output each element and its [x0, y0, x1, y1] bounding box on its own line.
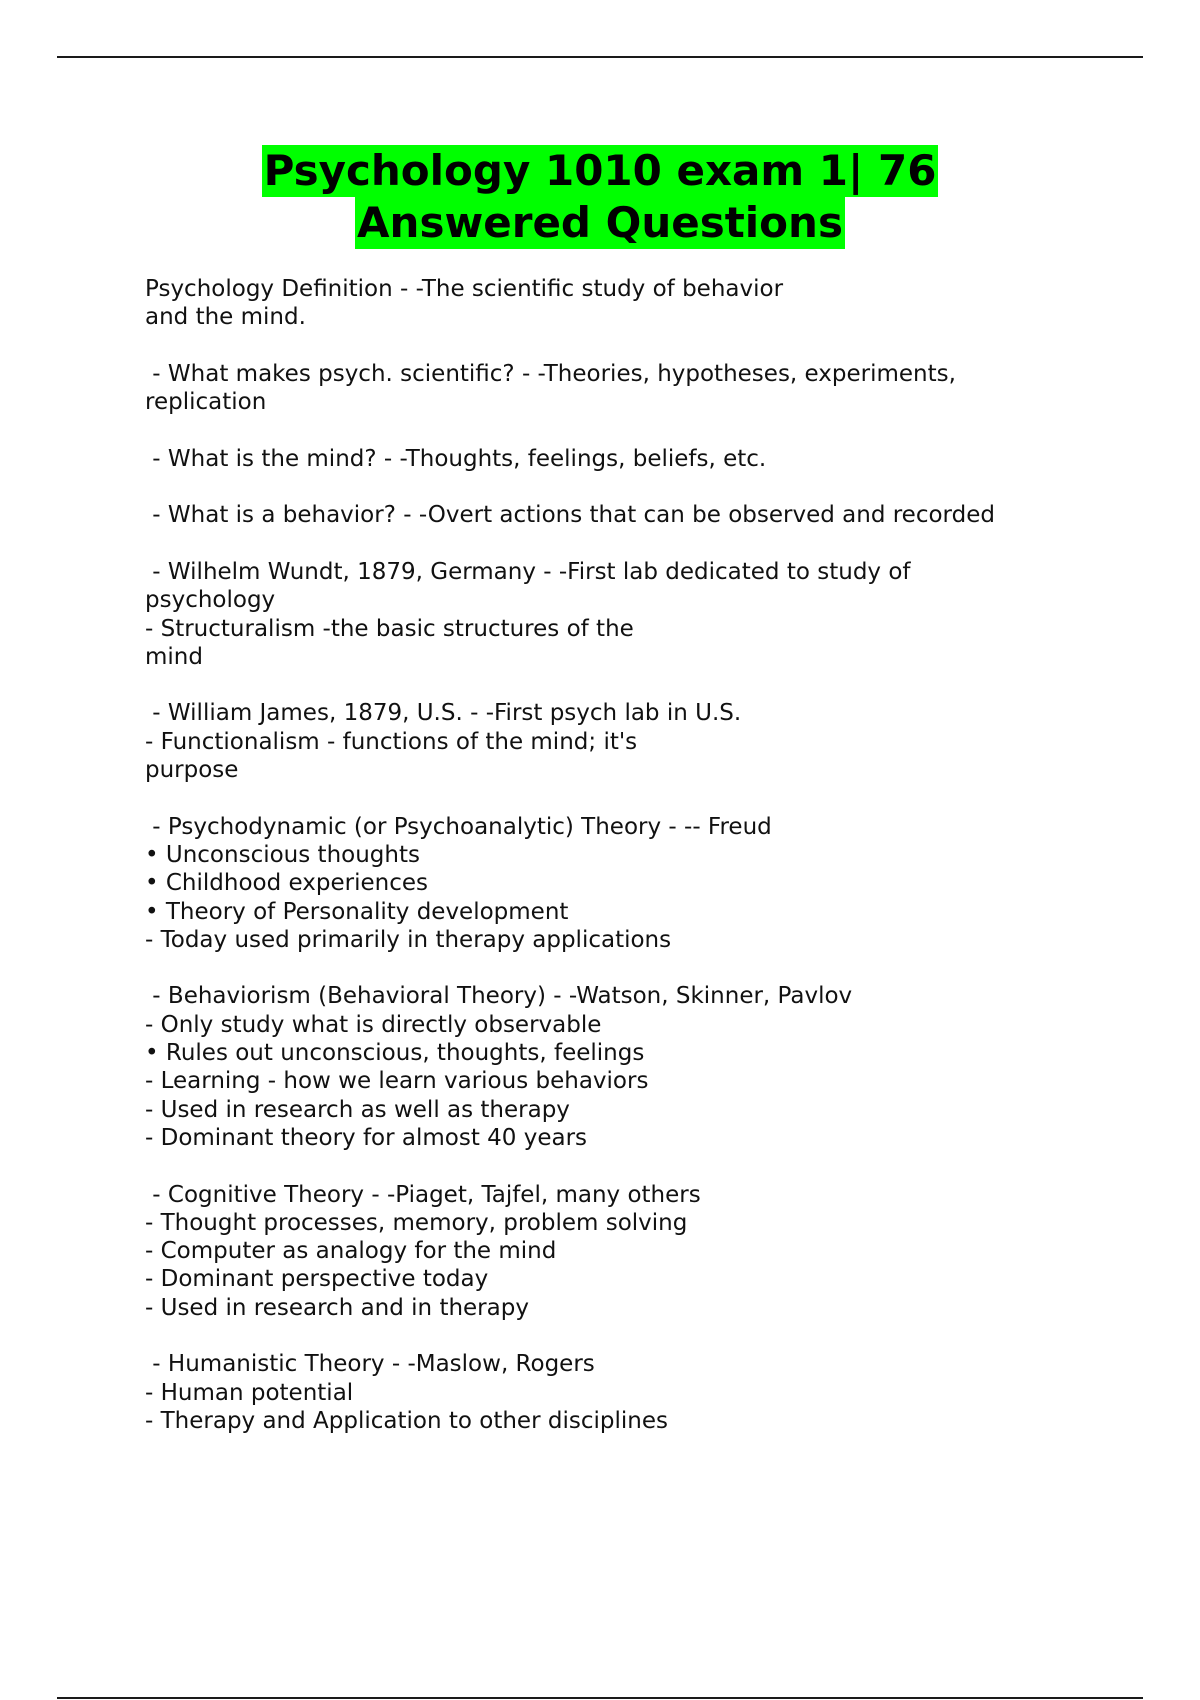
text-line: • Unconscious thoughts: [145, 841, 420, 868]
text-line: - Behaviorism (Behavioral Theory) - -Watson, Skinner, Pavlov: [145, 983, 853, 1010]
text-line: • Theory of Personality development: [145, 898, 569, 925]
text-line: psychology: [145, 587, 276, 614]
document-body: [145, 275, 1075, 1435]
title-line-2: Answered Questions: [357, 198, 843, 247]
text-line: • Childhood experiences: [145, 870, 428, 897]
text-line: - Psychodynamic (or Psychoanalytic) Theory - -- Freud: [145, 813, 772, 840]
text-line: - Cognitive Theory - -Piaget, Tajfel, many others: [145, 1181, 701, 1208]
text-line: - Structuralism -the basic structures of the: [145, 615, 634, 642]
blank-line: [145, 332, 1075, 360]
text-line: - What makes psych. scientific? - -Theories, hypotheses, experiments,: [145, 360, 956, 387]
text-line: - William James, 1879, U.S. - -First psych lab in U.S.: [145, 700, 742, 727]
text-line: mind: [145, 643, 203, 670]
text-line: - What is the mind? - -Thoughts, feelings, beliefs, etc.: [145, 445, 767, 472]
blank-line: [145, 671, 1075, 699]
header-rule: [57, 56, 1143, 58]
text-line: - Functionalism - functions of the mind; it's: [145, 728, 638, 755]
text-line: - Wilhelm Wundt, 1879, Germany - -First lab dedicated to study of: [145, 558, 911, 585]
title-line-1: Psychology 1010 exam 1| 76: [263, 146, 937, 195]
text-line: and the mind.: [145, 304, 306, 331]
blank-line: [145, 784, 1075, 812]
blank-line: [145, 416, 1075, 444]
text-line: - Dominant perspective today: [145, 1266, 489, 1293]
blank-line: [145, 473, 1075, 501]
text-line: - Today used primarily in therapy applications: [145, 926, 672, 953]
text-line: replication: [145, 389, 267, 416]
text-line: - Only study what is directly observable: [145, 1011, 602, 1038]
blank-line: [145, 1322, 1075, 1350]
page-title: [0, 145, 1200, 249]
text-line: - Dominant theory for almost 40 years: [145, 1124, 588, 1151]
text-line: - Thought processes, memory, problem solving: [145, 1209, 688, 1236]
blank-line: [145, 530, 1075, 558]
blank-line: [145, 1152, 1075, 1180]
footer-rule: [57, 1697, 1143, 1699]
text-line: Psychology Definition - -The scientific study of behavior: [145, 276, 784, 302]
text-line: - Used in research and in therapy: [145, 1294, 529, 1321]
text-line: purpose: [145, 757, 239, 784]
text-line: - Learning - how we learn various behaviors: [145, 1068, 649, 1095]
text-line: - Human potential: [145, 1379, 354, 1406]
text-line: - Humanistic Theory - -Maslow, Rogers: [145, 1351, 595, 1378]
text-line: • Rules out unconscious, thoughts, feelings: [145, 1040, 645, 1067]
text-line: - Therapy and Application to other disciplines: [145, 1407, 668, 1434]
text-line: - What is a behavior? - -Overt actions that can be observed and recorded: [145, 502, 995, 529]
text-line: - Used in research as well as therapy: [145, 1096, 570, 1123]
blank-line: [145, 954, 1075, 982]
text-line: - Computer as analogy for the mind: [145, 1238, 557, 1265]
